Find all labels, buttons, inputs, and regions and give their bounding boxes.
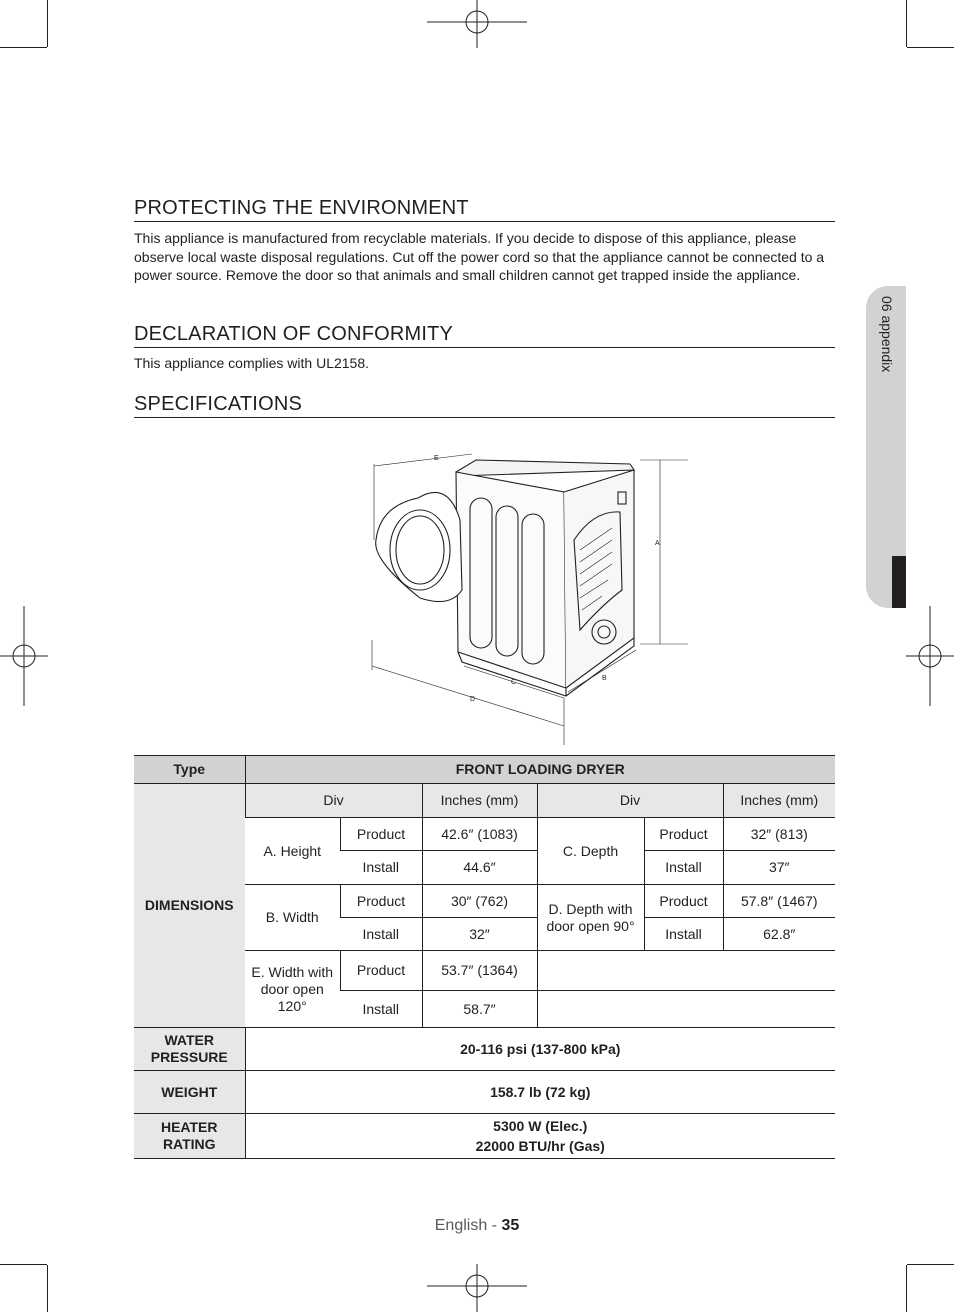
specifications-table xyxy=(134,755,835,1159)
depth-door-open-label: D. Depth with door open 90° xyxy=(537,885,644,951)
water-pressure-value: 20-116 psi (137-800 kPa) xyxy=(245,1028,835,1071)
environment-body: This appliance is manufactured from recyclable materials. If you decide to dispose of this appliance, please observe local waste disposal regulations. Cut off the power cord so that the appliance cannot be connected to a power source. Remove the door so that animals and small children cannot get trapped inside the appliance. xyxy=(134,230,825,283)
col-inches-header: Inches (mm) xyxy=(723,784,835,818)
specifications-title: SPECIFICATIONS xyxy=(134,392,835,418)
install-label: Install xyxy=(644,918,723,951)
width-door-open-label: E. Width with door open 120° xyxy=(245,951,340,1028)
width-install-value: 32″ xyxy=(422,918,537,951)
registration-mark-bottom xyxy=(427,1262,527,1312)
product-label: Product xyxy=(340,818,422,851)
crop-mark xyxy=(906,0,907,47)
heater-rating-electric: 5300 W (Elec.) xyxy=(493,1118,588,1134)
depth-label: C. Depth xyxy=(537,818,644,885)
label-e: E xyxy=(434,455,439,462)
depth-install-value: 37″ xyxy=(723,851,835,885)
conformity-body: This appliance complies with UL2158. xyxy=(134,355,370,371)
side-tab-indicator xyxy=(892,556,906,608)
width-door-open-install-value: 58.7″ xyxy=(422,991,537,1028)
label-d: D xyxy=(470,696,476,703)
install-label: Install xyxy=(340,991,422,1028)
crop-mark xyxy=(907,47,954,48)
page-footer xyxy=(0,1217,954,1235)
conformity-title: DECLARATION OF CONFORMITY xyxy=(134,322,835,348)
environment-title: PROTECTING THE ENVIRONMENT xyxy=(134,196,835,222)
registration-mark-right xyxy=(904,606,954,706)
crop-mark xyxy=(906,1265,907,1312)
install-label: Install xyxy=(644,851,723,885)
type-label: Type xyxy=(134,756,245,784)
product-label: Product xyxy=(644,885,723,918)
width-product-value: 30″ (762) xyxy=(422,885,537,918)
height-product-value: 42.6″ (1083) xyxy=(422,818,537,851)
label-a: A xyxy=(655,540,660,547)
heater-rating-gas: 22000 BTU/hr (Gas) xyxy=(475,1138,605,1154)
weight-label: WEIGHT xyxy=(134,1071,245,1114)
col-div-header: Div xyxy=(245,784,422,818)
depth-door-open-product-value: 57.8″ (1467) xyxy=(723,885,835,918)
water-pressure-label: WATER PRESSURE xyxy=(134,1028,245,1071)
label-b: B xyxy=(602,675,607,682)
depth-product-value: 32″ (813) xyxy=(723,818,835,851)
width-door-open-product-value: 53.7″ (1364) xyxy=(422,951,537,991)
crop-mark xyxy=(47,0,48,47)
label-c: C xyxy=(511,679,517,686)
product-label: Product xyxy=(340,885,422,918)
col-div-header: Div xyxy=(537,784,723,818)
height-install-value: 44.6″ xyxy=(422,851,537,885)
crop-mark xyxy=(0,1264,47,1265)
product-label: Product xyxy=(644,818,723,851)
crop-mark xyxy=(907,1264,954,1265)
height-label: A. Height xyxy=(245,818,340,885)
empty-cell xyxy=(537,991,835,1028)
install-label: Install xyxy=(340,918,422,951)
product-label: Product xyxy=(340,951,422,991)
heater-rating-value xyxy=(245,1114,835,1159)
install-label: Install xyxy=(340,851,422,885)
chapter-label: 06 appendix xyxy=(879,296,895,373)
col-inches-header: Inches (mm) xyxy=(422,784,537,818)
crop-mark xyxy=(0,47,47,48)
crop-mark xyxy=(47,1265,48,1312)
dryer-dimension-diagram xyxy=(358,440,698,745)
type-value: FRONT LOADING DRYER xyxy=(245,756,835,784)
dimensions-label: DIMENSIONS xyxy=(134,784,245,1028)
heater-rating-label: HEATER RATING xyxy=(134,1114,245,1159)
empty-cell xyxy=(537,951,835,991)
depth-door-open-install-value: 62.8″ xyxy=(723,918,835,951)
weight-value: 158.7 lb (72 kg) xyxy=(245,1071,835,1114)
footer-language: English - xyxy=(434,1217,502,1234)
registration-mark-left xyxy=(0,606,50,706)
width-label: B. Width xyxy=(245,885,340,951)
registration-mark-top xyxy=(427,0,527,50)
page-number: 35 xyxy=(501,1217,520,1234)
